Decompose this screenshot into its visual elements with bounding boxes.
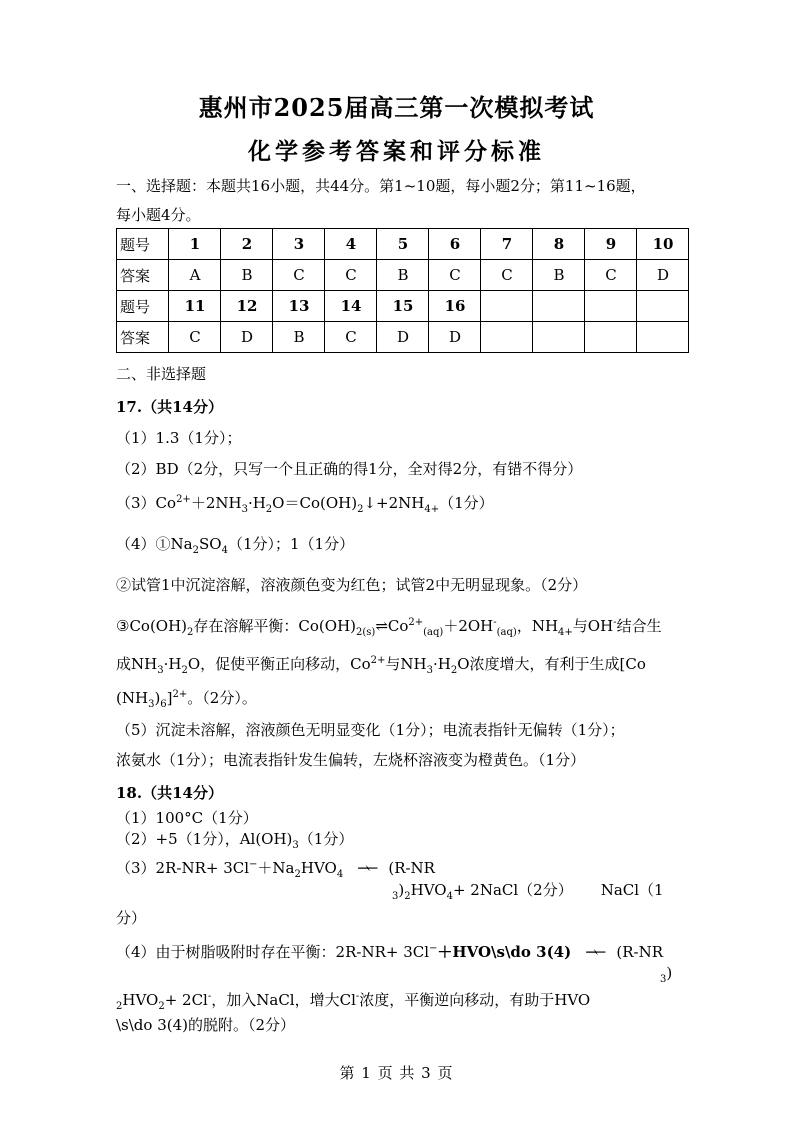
row-label: 题号: [117, 291, 169, 322]
table-cell: 3: [273, 229, 325, 260]
q18-part4-cont: $_2HVO_2+ 2Cl^-$，加入NaCl，增大Cl-浓度，平衡逆向移动，有助于HVO: [116, 991, 591, 1012]
table-cell: 5: [377, 229, 429, 260]
row-label: 答案: [117, 260, 169, 291]
section1-heading: 一、选择题：本题共16小题，共44分。第1~10题，每小题2分；第11~16题，: [116, 177, 646, 195]
table-cell: A: [169, 260, 221, 291]
q18-part3-equation-cont: $_3)_2HVO_4+$ 2NaCl（2分） NaCl（1: [392, 881, 664, 902]
q17-part2: （2）BD（2分，只写一个且正确的得1分，全对得2分，有错不得分）: [116, 460, 583, 478]
page-subtitle: 化学参考答案和评分标准: [248, 138, 545, 165]
equilibrium-arrow-icon: ⇀↽: [357, 859, 375, 877]
q18-part1: （1）100°C（1分）: [116, 809, 258, 827]
table-cell: 15: [377, 291, 429, 322]
table-cell-empty: [481, 322, 533, 353]
table-cell: 2: [221, 229, 273, 260]
table-row: [117, 291, 689, 322]
q17-part3-equation: $(3)Co^{2+}+2NH_3\cdot H_2O=Co(OH)_2↓+2NH_{4+}(1$分）: [116, 494, 494, 515]
table-cell: 10: [637, 229, 689, 260]
table-cell-empty: [533, 322, 585, 353]
q17-part1: （1）1.3（1分）；: [116, 429, 242, 447]
row-label: 答案: [117, 322, 169, 353]
table-cell: 14: [325, 291, 377, 322]
table-cell: B: [533, 260, 585, 291]
q18-part4: （4）由于树脂吸附时存在平衡：2R-NR+ 3Cl−＋HVO\s\do 3(4) ⇀↽ (R-NR: [116, 943, 664, 961]
table-cell-empty: [481, 291, 533, 322]
section1-heading-cont: 每小题4分。: [116, 206, 201, 224]
q18-part2: （2）+5（1分），$Al(OH)_3(1$分）: [116, 830, 354, 851]
q17-part5: （5）沉淀未溶解，溶液颜色无明显变化（1分）；电流表指针无偏转（1分）；: [116, 721, 625, 739]
q18-part4-sub: $_3$): [660, 964, 673, 985]
answer-table: [116, 228, 689, 353]
section2-heading: 二、非选择题: [116, 365, 207, 383]
table-cell: 11: [169, 291, 221, 322]
table-cell: 13: [273, 291, 325, 322]
table-cell: 7: [481, 229, 533, 260]
table-row: [117, 260, 689, 291]
table-cell: B: [221, 260, 273, 291]
q18-part4-end: \s\do 3(4)的脱附。（2分）: [116, 1016, 296, 1034]
table-cell: C: [325, 260, 377, 291]
table-cell: C: [325, 322, 377, 353]
table-cell: 16: [429, 291, 481, 322]
table-cell: D: [429, 322, 481, 353]
table-cell: C: [585, 260, 637, 291]
q17-part4-sub3-cont: 成$NH_3\cdot H_2O$，促使平衡正向移动，$Co^{2+}$与$NH_3\cdot H_2O$浓度增大，有利于生成[Co: [116, 655, 646, 676]
table-cell: D: [377, 322, 429, 353]
table-cell-empty: [585, 322, 637, 353]
table-cell: 9: [585, 229, 637, 260]
q17-part4-sub3: $③Co(OH)_2$存在溶解平衡：$Co(OH)_{2(s)}\rightleftharpoons Co^{2+}_{(aq)}+2OH^-_{(aq)}$，$NH_{4+}$与OH-结合生: [116, 617, 662, 638]
table-cell: 8: [533, 229, 585, 260]
table-cell: B: [377, 260, 429, 291]
table-cell: 6: [429, 229, 481, 260]
row-label: 题号: [117, 229, 169, 260]
q17-part4-sub2: ②试管1中沉淀溶解，溶液颜色变为红色；试管2中无明显现象。（2分）: [116, 576, 588, 594]
table-cell: C: [429, 260, 481, 291]
table-cell: B: [273, 322, 325, 353]
table-cell-empty: [533, 291, 585, 322]
table-cell: D: [637, 260, 689, 291]
table-cell: 4: [325, 229, 377, 260]
q17-part5-cont: 浓氨水（1分）；电流表指针发生偏转，左烧杯溶液变为橙黄色。（1分）: [116, 751, 586, 769]
table-cell: D: [221, 322, 273, 353]
q18-part3-equation: $(3)2R-NR+ 3Cl^-+Na_2HVO_4$ ⇀↽ (R-NR: [116, 859, 435, 880]
table-row: [117, 322, 689, 353]
table-cell: 12: [221, 291, 273, 322]
q17-part4: $(4)①Na_2SO_4(1$分）；1（1分）: [116, 535, 355, 556]
table-cell: C: [169, 322, 221, 353]
q17-heading: 17.（共14分）: [116, 398, 223, 416]
table-cell: C: [273, 260, 325, 291]
table-cell-empty: [637, 291, 689, 322]
q17-part4-sub3-end: $(NH_3)_6]^{2+}$。（2分）。: [116, 689, 257, 710]
table-cell: 1: [169, 229, 221, 260]
page-title: 惠州市2025届高三第一次模拟考试: [198, 93, 595, 122]
table-cell-empty: [637, 322, 689, 353]
q18-part3-cont: 分）: [116, 909, 147, 927]
q18-heading: 18.（共14分）: [116, 784, 223, 802]
equilibrium-arrow-icon: ⇀↽: [585, 943, 603, 961]
table-row: [117, 229, 689, 260]
table-cell: C: [481, 260, 533, 291]
table-cell-empty: [585, 291, 637, 322]
page-footer: 第 1 页 共 3 页: [339, 1064, 454, 1082]
